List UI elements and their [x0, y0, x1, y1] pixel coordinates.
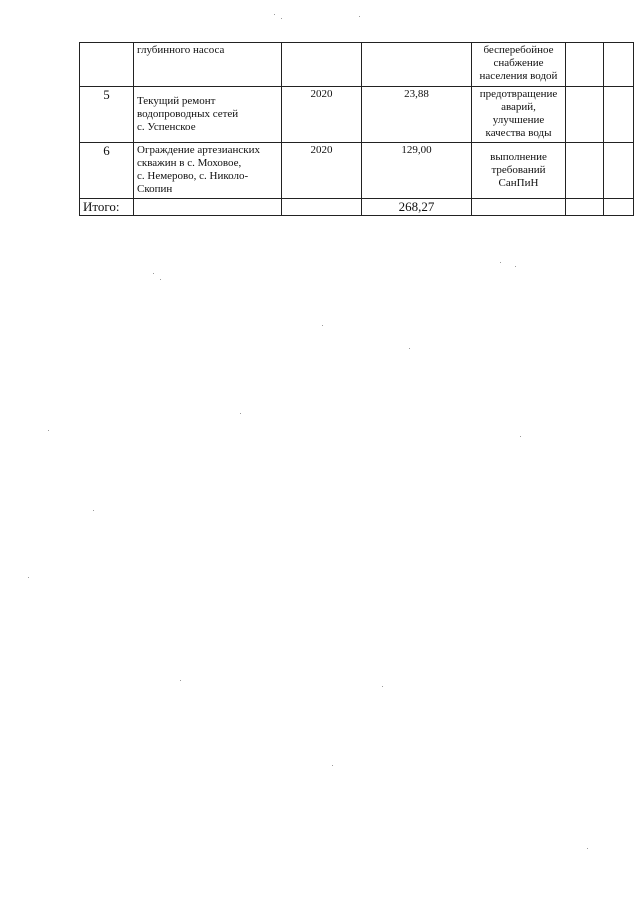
- measure-name-line: Текущий ремонт: [137, 95, 216, 107]
- scan-speck: [160, 279, 161, 280]
- scan-speck: [322, 325, 323, 326]
- extra-cell: [566, 143, 604, 199]
- measure-name: [134, 43, 282, 87]
- measure-result-line: предотвращение: [479, 88, 558, 100]
- extra-cell: [604, 43, 634, 87]
- table-row: [80, 43, 634, 87]
- scan-speck: [240, 413, 241, 414]
- scan-speck: [409, 348, 410, 349]
- scan-speck: [28, 577, 29, 578]
- total-empty-cell: [282, 199, 362, 216]
- extra-cell: [604, 87, 634, 143]
- extra-cell: [604, 143, 634, 199]
- scan-speck: [587, 848, 588, 849]
- measure-name-line: глубинного насоса: [137, 44, 225, 56]
- measure-name-line: с. Успенское: [137, 121, 196, 133]
- measure-year: 2020: [282, 87, 362, 143]
- scan-speck: [281, 18, 282, 19]
- measure-result: [472, 87, 566, 143]
- extra-cell: [566, 87, 604, 143]
- measure-result-line: улучшение: [492, 114, 545, 126]
- scan-speck: [359, 16, 360, 17]
- scan-speck: [153, 273, 154, 274]
- measure-result: [472, 143, 566, 199]
- extra-cell: [566, 43, 604, 87]
- scan-speck: [180, 680, 181, 681]
- total-empty-cell: [472, 199, 566, 216]
- total-empty-cell: [134, 199, 282, 216]
- measure-name-line: Скопин: [137, 183, 173, 195]
- measure-sum: 23,88: [362, 87, 472, 143]
- measure-name-line: Ограждение артезианских: [137, 144, 260, 156]
- measure-result-line: бесперебойное: [483, 44, 554, 56]
- measures-table: [79, 42, 634, 216]
- measure-result-line: населения водой: [479, 70, 558, 82]
- total-sum: 268,27: [362, 199, 472, 216]
- scan-speck: [382, 686, 383, 687]
- measure-name-line: с. Немерово, с. Николо-: [137, 170, 249, 182]
- measure-result-line: качества воды: [485, 127, 552, 139]
- total-row: [80, 199, 634, 216]
- total-empty-cell: [604, 199, 634, 216]
- measure-year: 2020: [282, 143, 362, 199]
- measure-sum: [362, 43, 472, 87]
- row-number: 6: [80, 143, 134, 199]
- measure-year: [282, 43, 362, 87]
- measure-name: [134, 143, 282, 199]
- measure-name: [134, 87, 282, 143]
- measure-result-line: аварий,: [501, 101, 536, 113]
- measure-name-line: скважин в с. Моховое,: [137, 157, 242, 169]
- measure-result-line: СанПиН: [498, 177, 539, 189]
- scan-speck: [332, 765, 333, 766]
- scan-speck: [520, 436, 521, 437]
- measure-name-line: водопроводных сетей: [137, 108, 239, 120]
- scan-speck: [48, 430, 49, 431]
- total-empty-cell: [566, 199, 604, 216]
- row-number: [80, 43, 134, 87]
- total-label: Итого:: [80, 199, 134, 216]
- measure-result-line: требований: [491, 164, 546, 176]
- measure-result: [472, 43, 566, 87]
- scan-speck: [93, 510, 94, 511]
- measure-result-line: снабжение: [493, 57, 544, 69]
- measure-sum: 129,00: [362, 143, 472, 199]
- measure-result-line: выполнение: [490, 151, 547, 163]
- table-row: [80, 143, 634, 199]
- scan-speck: [500, 262, 501, 263]
- scan-speck: [274, 14, 275, 15]
- scan-speck: [515, 266, 516, 267]
- table-row: [80, 87, 634, 143]
- row-number: 5: [80, 87, 134, 143]
